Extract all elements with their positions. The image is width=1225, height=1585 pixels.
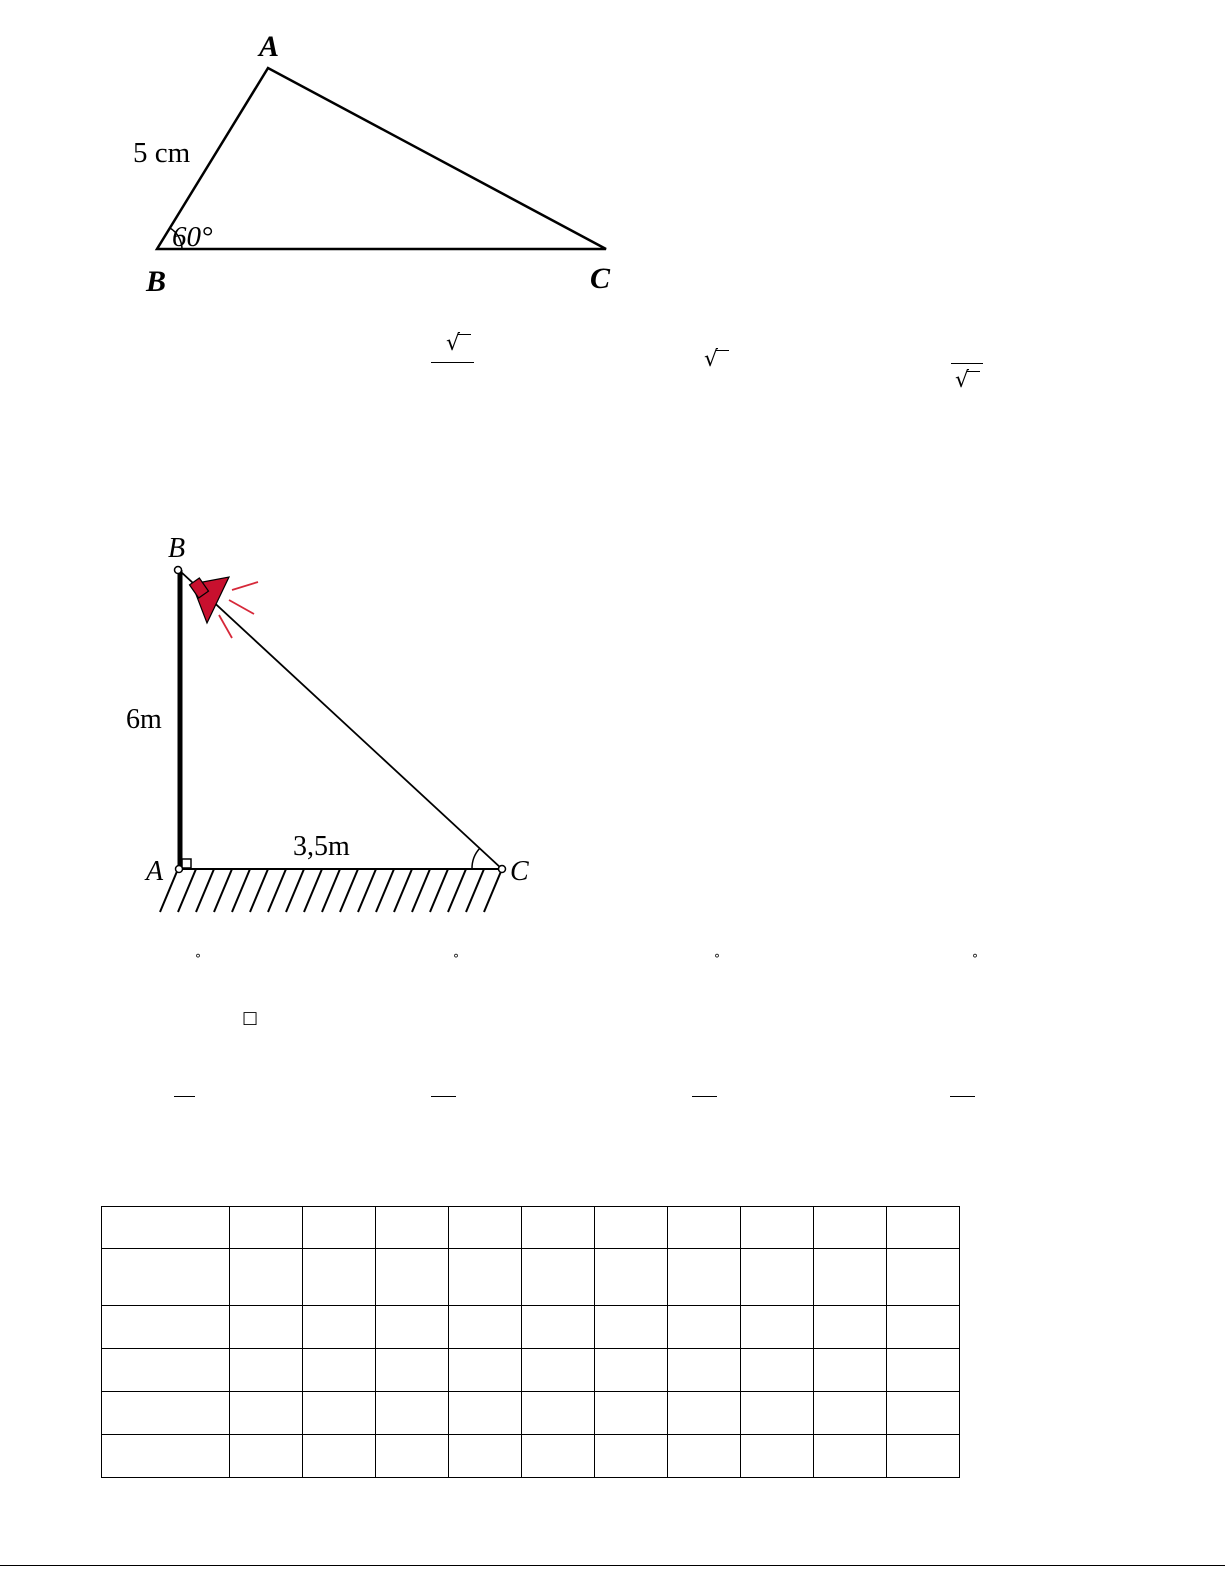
vertex-b-label: B [146,265,167,298]
fraction-bar-row3-d [950,1096,975,1097]
table-cell [303,1435,376,1478]
table-cell [887,1207,960,1249]
angle-c-arc [472,848,480,869]
table-cell [741,1207,814,1249]
table-cell [887,1435,960,1478]
fraction-bar-row3-a [174,1096,195,1097]
table-cell [303,1349,376,1392]
table-cell [595,1392,668,1435]
table-cell [230,1392,303,1435]
table-cell [230,1207,303,1249]
right-angle-marker [182,859,191,868]
table-cell [230,1349,303,1392]
table-cell [376,1306,449,1349]
table-row [102,1207,960,1249]
table-cell [303,1249,376,1306]
table-cell [668,1435,741,1478]
table-cell [814,1306,887,1349]
pole-vertex-c-label: C [510,856,529,887]
table-cell [376,1392,449,1435]
table-cell [522,1392,595,1435]
table-cell [449,1249,522,1306]
table-cell [449,1207,522,1249]
table-cell [230,1435,303,1478]
table-cell [522,1435,595,1478]
table-row [102,1249,960,1306]
table-cell [376,1207,449,1249]
degree-mark-option-d: ° [972,952,978,966]
sqrt-symbol-option-c: √ [955,368,970,393]
table-cell [595,1435,668,1478]
point-b [175,567,182,574]
vertex-c-label: C [590,262,611,295]
table-cell [376,1249,449,1306]
fraction-bar-row3-c [692,1096,717,1097]
table-cell [303,1306,376,1349]
table-cell [887,1249,960,1306]
table-cell [522,1249,595,1306]
side-ab-length-label: 5 cm [133,137,191,169]
table-cell [376,1349,449,1392]
table-cell [102,1392,230,1435]
table-cell [741,1249,814,1306]
answer-table-body [102,1207,960,1478]
table-cell [303,1207,376,1249]
pole-vertex-b-label: B [168,533,186,564]
point-a [176,866,183,873]
table-row [102,1392,960,1435]
missing-glyph-box: □ [242,1008,259,1028]
table-cell [668,1306,741,1349]
base-length-label: 3,5m [293,831,350,862]
table-cell [668,1392,741,1435]
fraction-bar-row3-b [431,1096,456,1097]
degree-mark-option-c: ° [714,952,720,966]
table-cell [102,1435,230,1478]
sqrt-symbol-option-b: √ [704,347,719,372]
table-row [102,1435,960,1478]
table-cell [449,1392,522,1435]
degree-mark-option-a: ° [195,952,201,966]
pole-vertex-a-label: A [146,856,164,887]
table-cell [741,1392,814,1435]
table-cell [449,1306,522,1349]
ground-hatching [160,869,502,912]
table-cell [230,1306,303,1349]
table-row [102,1349,960,1392]
pole-height-label: 6m [126,704,162,735]
table-cell [741,1349,814,1392]
table-cell [741,1435,814,1478]
table-cell [887,1392,960,1435]
table-row [102,1306,960,1349]
table-cell [595,1207,668,1249]
table-cell [449,1349,522,1392]
table-cell [102,1349,230,1392]
table-cell [814,1349,887,1392]
table-cell [449,1435,522,1478]
angle-b-label: 60° [172,221,213,253]
table-cell [595,1249,668,1306]
table-cell [303,1392,376,1435]
table-cell [814,1392,887,1435]
table-cell [595,1306,668,1349]
table-cell [741,1306,814,1349]
table-cell [814,1435,887,1478]
table-cell [522,1349,595,1392]
table-cell [668,1249,741,1306]
table-cell [522,1207,595,1249]
table-cell [102,1207,230,1249]
table-cell [814,1249,887,1306]
table-cell [595,1349,668,1392]
table-cell [668,1349,741,1392]
vertex-a-label: A [259,30,280,63]
table-cell [814,1207,887,1249]
footer-rule [0,1565,1225,1566]
table-cell [230,1249,303,1306]
sqrt-symbol-option-a: √ [446,331,461,356]
answer-table [101,1206,960,1478]
point-c [499,866,506,873]
table-cell [376,1435,449,1478]
table-cell [522,1306,595,1349]
loudspeaker-icon [189,577,258,638]
table-cell [668,1207,741,1249]
table-cell [887,1349,960,1392]
table-cell [102,1306,230,1349]
table-cell [887,1306,960,1349]
cable-bc [180,571,502,869]
degree-mark-option-b: ° [453,952,459,966]
table-cell [102,1249,230,1306]
